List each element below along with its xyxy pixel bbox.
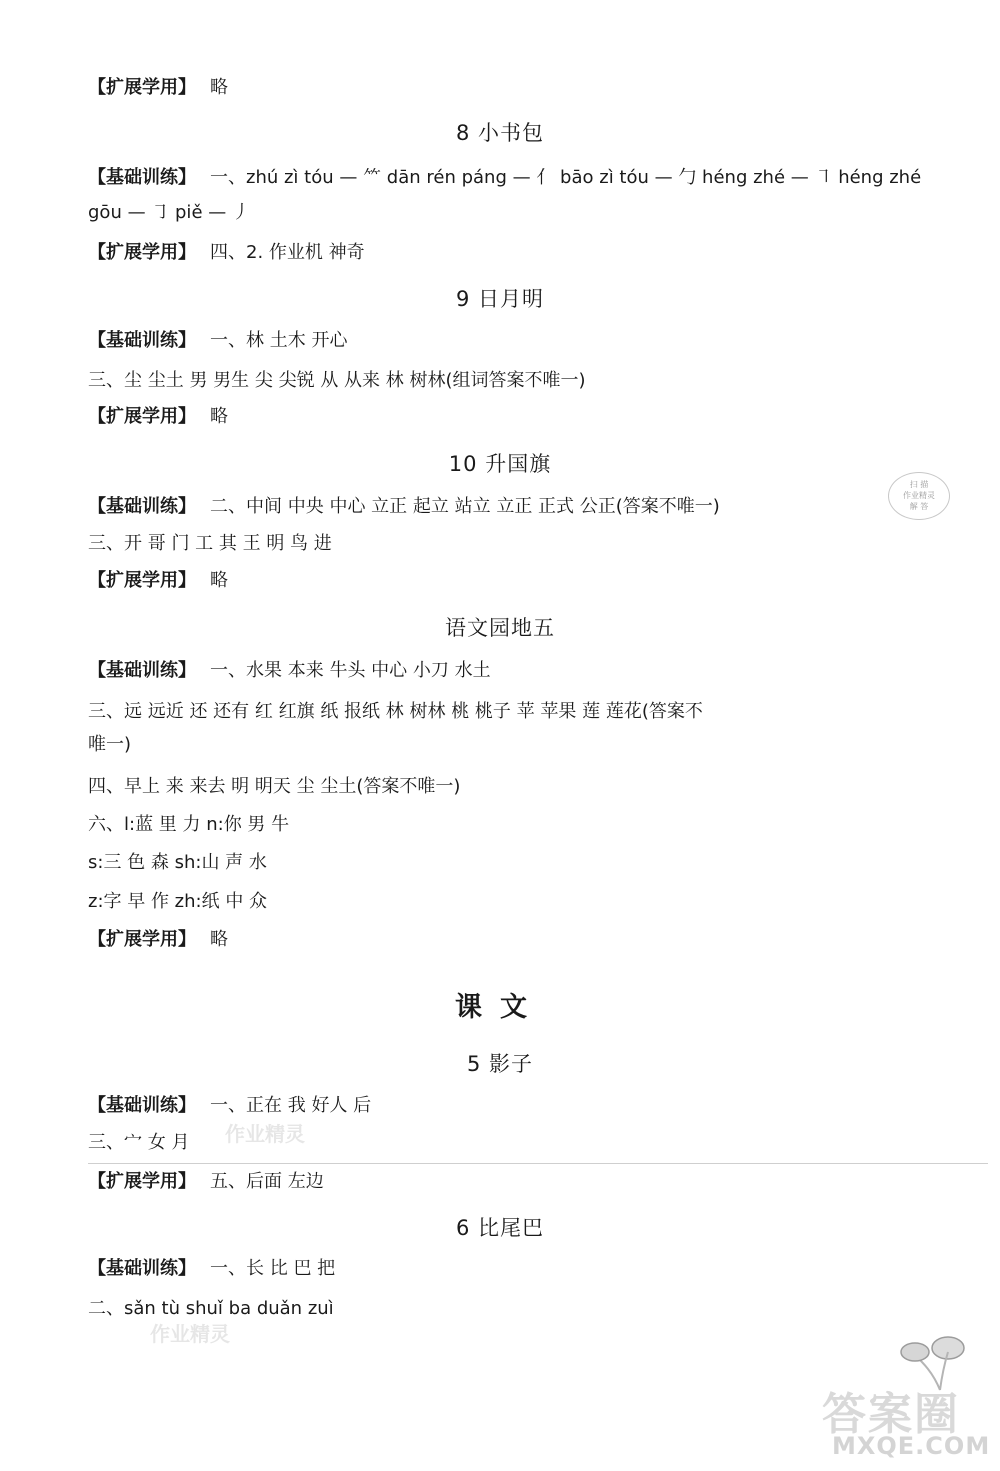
text-line (88, 568, 228, 594)
stamp-text: 扫 描 (909, 480, 929, 489)
text-line: 三、远 远近 还 还有 红 红旗 纸 报纸 林 树林 桃 桃子 苹 苹果 莲 莲花(答案不 (88, 701, 703, 722)
line-text: 一、林 土木 开心 (210, 330, 348, 351)
line-text: 四、2. 作业机 神奇 (210, 242, 365, 263)
logo-text: 答案圈 (822, 1389, 960, 1440)
stamp-text: 解 答 (909, 502, 929, 511)
section-tag: 【扩展学用】 (88, 1171, 196, 1192)
line-text: 略 (210, 929, 228, 950)
lesson-title: 8 小书包 (455, 121, 545, 145)
lesson-title: 6 比尾巴 (455, 1216, 545, 1240)
text-line: 三、尘 尘土 男 男生 尖 尖锐 从 从来 林 树林(组词答案不唯一) (88, 370, 586, 391)
section-tag: 【基础训练】 (88, 1258, 196, 1279)
section-tag: 【基础训练】 (88, 660, 196, 681)
text-line (88, 1169, 324, 1195)
section-tag: 【扩展学用】 (88, 406, 196, 427)
lesson-title: 10 升国旗 (448, 452, 552, 476)
line-text: 一、zhú zì tóu — ⺮ dān rén páng — 亻 bāo zì tóu — 勹 héng zhé — ㇕ héng zhé (210, 167, 922, 188)
text-line: 六、l:蓝 里 力 n:你 男 牛 (88, 814, 290, 835)
section-title: 语文园地五 (445, 616, 555, 640)
text-line: gōu — ㇆ piě — 丿 (88, 202, 250, 223)
line-text: 五、后面 左边 (210, 1171, 324, 1192)
line-text: 二、中间 中央 中心 立正 起立 站立 立正 正式 公正(答案不唯一) (210, 496, 720, 517)
text-line: z:字 早 作 zh:纸 中 众 (88, 891, 268, 912)
lesson-title: 9 日月明 (455, 287, 545, 311)
unit-title: 课文 (455, 992, 545, 1023)
logo-url: MXQE.COM (832, 1432, 991, 1460)
text-line (88, 75, 228, 101)
text-line: 二、sǎn tù shuǐ ba duǎn zuì (88, 1298, 334, 1319)
watermark: 作业精灵 (225, 1122, 305, 1146)
stamp-text: 作业精灵 (903, 491, 935, 500)
section-tag: 【扩展学用】 (88, 242, 196, 263)
section-tag: 【基础训练】 (88, 330, 196, 351)
line-text: 略 (210, 570, 228, 591)
section-tag: 【扩展学用】 (88, 929, 196, 950)
watermark: 作业精灵 (150, 1322, 230, 1346)
lesson-title: 5 影子 (466, 1052, 534, 1076)
section-tag: 【基础训练】 (88, 167, 196, 188)
text-line (88, 165, 921, 191)
text-line (88, 328, 347, 354)
text-line (88, 927, 228, 953)
text-line (88, 1256, 335, 1282)
text-line: s:三 色 森 sh:山 声 水 (88, 852, 267, 873)
divider (88, 1163, 988, 1164)
section-tag: 【扩展学用】 (88, 570, 196, 591)
section-tag: 【基础训练】 (88, 496, 196, 517)
line-text: 略 (210, 406, 228, 427)
line-text: 略 (210, 77, 228, 98)
text-line (88, 494, 720, 520)
text-line (88, 404, 228, 430)
section-tag: 【基础训练】 (88, 1095, 196, 1116)
line-text: 一、水果 本来 牛头 中心 小刀 水土 (210, 660, 491, 681)
section-tag: 【扩展学用】 (88, 77, 196, 98)
text-line: 三、宀 女 月 (88, 1132, 190, 1153)
text-line: 唯一) (88, 734, 132, 755)
text-line (88, 1093, 371, 1119)
stamp-seal (888, 472, 950, 520)
line-text: 一、正在 我 好人 后 (210, 1095, 372, 1116)
text-line (88, 658, 491, 684)
text-line (88, 240, 365, 266)
text-line: 四、早上 来 来去 明 明天 尘 尘土(答案不唯一) (88, 776, 461, 797)
line-text: 一、长 比 巴 把 (210, 1258, 336, 1279)
text-line: 三、开 哥 门 工 其 王 明 鸟 进 (88, 533, 332, 554)
